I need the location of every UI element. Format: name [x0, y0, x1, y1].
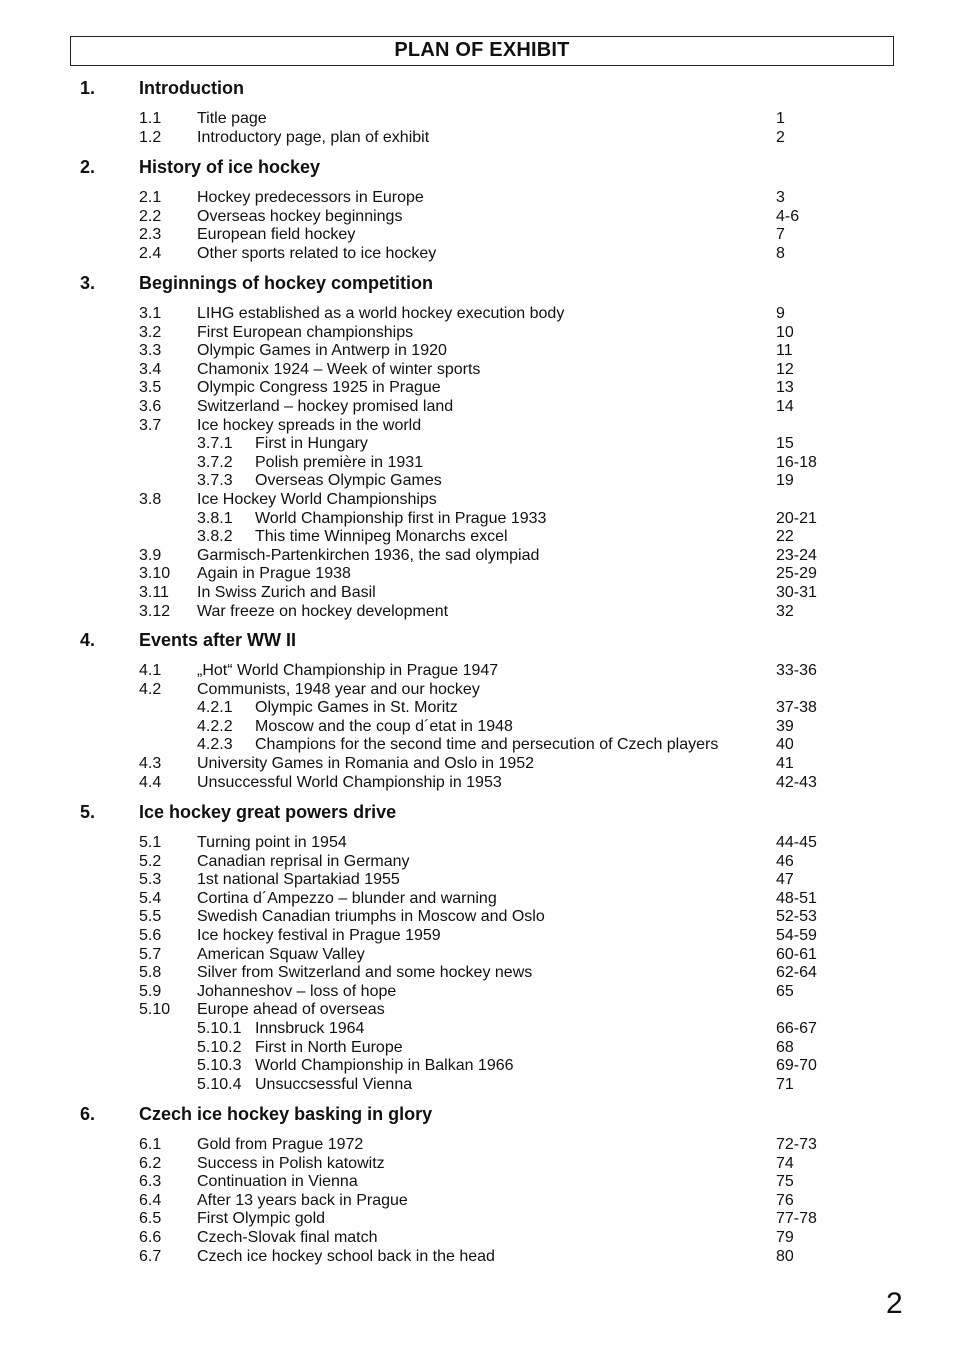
- entry-page: 62-64: [776, 964, 817, 981]
- entry-page: 14: [776, 398, 794, 415]
- entry-page: 72-73: [776, 1136, 817, 1153]
- entry-title: First in North Europe: [255, 1039, 403, 1056]
- entry-title: LIHG established as a world hockey execution body: [197, 305, 565, 322]
- entry-page: 20-21: [776, 510, 817, 527]
- entry-page: 80: [776, 1248, 794, 1265]
- toc-entry: [0, 342, 960, 361]
- section-number: 4.: [80, 630, 96, 650]
- entry-page: 66-67: [776, 1020, 817, 1037]
- toc-entry: [0, 853, 960, 872]
- entry-title: Overseas hockey beginnings: [197, 208, 403, 225]
- entry-number: 6.6: [139, 1229, 162, 1246]
- toc-entry: [0, 398, 960, 417]
- entry-page: 60-61: [776, 946, 817, 963]
- entry-page: 7: [776, 226, 785, 243]
- entry-title: Johanneshov – loss of hope: [197, 983, 397, 1000]
- entry-page: 1: [776, 110, 785, 127]
- toc-entry: [0, 736, 960, 755]
- entry-page: 10: [776, 324, 794, 341]
- entry-title: Chamonix 1924 – Week of winter sports: [197, 361, 481, 378]
- entry-title: Europe ahead of overseas: [197, 1001, 385, 1018]
- toc-entry: [0, 547, 960, 566]
- toc-entry: [0, 1229, 960, 1248]
- entry-title: After 13 years back in Prague: [197, 1192, 408, 1209]
- entry-title: First Olympic gold: [197, 1210, 326, 1227]
- entry-number: 3.8: [139, 491, 162, 508]
- entry-page: 68: [776, 1039, 794, 1056]
- entry-number: 4.2.2: [197, 718, 233, 735]
- entry-title: Olympic Games in St. Moritz: [255, 699, 458, 716]
- entry-number: 5.10.2: [197, 1039, 242, 1056]
- entry-title: In Swiss Zurich and Basil: [197, 584, 376, 601]
- entry-page: 23-24: [776, 547, 817, 564]
- toc-entry: [0, 305, 960, 324]
- entry-number: 2.3: [139, 226, 162, 243]
- toc-entry: [0, 718, 960, 737]
- entry-page: 39: [776, 718, 794, 735]
- entry-title: Other sports related to ice hockey: [197, 245, 437, 262]
- section-number: 5.: [80, 802, 96, 822]
- entry-title: Communists, 1948 year and our hockey: [197, 681, 480, 698]
- toc-entry: [0, 226, 960, 245]
- toc-entry: [0, 1248, 960, 1267]
- entry-number: 2.1: [139, 189, 162, 206]
- entry-number: 3.12: [139, 603, 171, 620]
- entry-title: Unsuccessful World Championship in 1953: [197, 774, 502, 791]
- entry-page: 71: [776, 1076, 794, 1093]
- entry-title: War freeze on hockey development: [197, 603, 449, 620]
- toc-entry: [0, 603, 960, 622]
- entry-number: 4.2: [139, 681, 162, 698]
- entry-title: Czech-Slovak final match: [197, 1229, 378, 1246]
- entry-number: 6.5: [139, 1210, 162, 1227]
- entry-page: 42-43: [776, 774, 817, 791]
- toc-entry: [0, 110, 960, 129]
- entry-number: 4.2.3: [197, 736, 233, 753]
- entry-number: 5.5: [139, 908, 162, 925]
- toc-entry: [0, 983, 960, 1002]
- section-title: Events after WW II: [139, 630, 297, 650]
- toc-entry: [0, 890, 960, 909]
- entry-title: Overseas Olympic Games: [255, 472, 442, 489]
- entry-title: Champions for the second time and persecution of Czech players: [255, 736, 719, 753]
- toc-entry: [0, 528, 960, 547]
- entry-title: Ice Hockey World Championships: [197, 491, 437, 508]
- section-number: 2.: [80, 157, 96, 177]
- entry-title: Introductory page, plan of exhibit: [197, 129, 430, 146]
- entry-number: 3.7.1: [197, 435, 233, 452]
- toc-entry: [0, 834, 960, 853]
- toc-entry: [0, 245, 960, 264]
- toc-entry: [0, 946, 960, 965]
- entry-title: Cortina d´Ampezzo – blunder and warning: [197, 890, 497, 907]
- entry-number: 6.7: [139, 1248, 162, 1265]
- entry-number: 1.2: [139, 129, 162, 146]
- section-number: 6.: [80, 1104, 96, 1124]
- entry-title: Czech ice hockey school back in the head: [197, 1248, 495, 1265]
- entry-title: „Hot“ World Championship in Prague 1947: [197, 662, 499, 679]
- toc-entry: [0, 435, 960, 454]
- section-title: Ice hockey great powers drive: [139, 802, 397, 822]
- entry-page: 3: [776, 189, 785, 206]
- entry-number: 3.11: [139, 584, 169, 601]
- entry-page: 52-53: [776, 908, 817, 925]
- entry-title: Hockey predecessors in Europe: [197, 189, 424, 206]
- entry-title: University Games in Romania and Oslo in 1952: [197, 755, 535, 772]
- entry-title: 1st national Spartakiad 1955: [197, 871, 400, 888]
- entry-page: 54-59: [776, 927, 817, 944]
- entry-number: 4.2.1: [197, 699, 233, 716]
- entry-title: Continuation in Vienna: [197, 1173, 358, 1190]
- entry-number: 5.10.4: [197, 1076, 242, 1093]
- entry-number: 3.10: [139, 565, 171, 582]
- entry-title: Olympic Congress 1925 in Prague: [197, 379, 441, 396]
- entry-title: Switzerland – hockey promised land: [197, 398, 454, 415]
- entry-number: 3.4: [139, 361, 162, 378]
- entry-page: 37-38: [776, 699, 817, 716]
- entry-number: 5.2: [139, 853, 162, 870]
- entry-title: Title page: [197, 110, 267, 127]
- entry-number: 3.8.2: [197, 528, 233, 545]
- entry-page: 65: [776, 983, 794, 1000]
- toc-entry: [0, 417, 960, 436]
- entry-title: World Championship first in Prague 1933: [255, 510, 547, 527]
- entry-page: 4-6: [776, 208, 800, 225]
- entry-page: 47: [776, 871, 794, 888]
- toc-entry: [0, 699, 960, 718]
- section-number: 1.: [80, 78, 96, 98]
- entry-page: 44-45: [776, 834, 817, 851]
- entry-page: 33-36: [776, 662, 817, 679]
- entry-page: 69-70: [776, 1057, 817, 1074]
- entry-page: 25-29: [776, 565, 817, 582]
- entry-number: 3.7.3: [197, 472, 233, 489]
- entry-page: 30-31: [776, 584, 817, 601]
- toc-entry: [0, 1039, 960, 1058]
- title-box: [70, 36, 894, 66]
- entry-number: 6.4: [139, 1192, 162, 1209]
- toc-entry: [0, 774, 960, 793]
- entry-page: 15: [776, 435, 794, 452]
- toc-entry: [0, 324, 960, 343]
- entry-title: Turning point in 1954: [197, 834, 347, 851]
- entry-title: This time Winnipeg Monarchs excel: [255, 528, 508, 545]
- entry-title: Swedish Canadian triumphs in Moscow and Oslo: [197, 908, 545, 925]
- entry-page: 77-78: [776, 1210, 817, 1227]
- section-title: Czech ice hockey basking in glory: [139, 1104, 433, 1124]
- toc-entry: [0, 1076, 960, 1095]
- toc-entry: [0, 208, 960, 227]
- entry-number: 4.4: [139, 774, 162, 791]
- toc-entry: [0, 964, 960, 983]
- entry-title: Unsuccsessful Vienna: [255, 1076, 413, 1093]
- entry-title: Innsbruck 1964: [255, 1020, 365, 1037]
- entry-title: First European championships: [197, 324, 414, 341]
- entry-number: 5.1: [139, 834, 162, 851]
- entry-page: 8: [776, 245, 785, 262]
- toc-entry: [0, 1020, 960, 1039]
- toc-entry: [0, 129, 960, 148]
- entry-title: World Championship in Balkan 1966: [255, 1057, 514, 1074]
- entry-number: 5.6: [139, 927, 162, 944]
- entry-number: 4.3: [139, 755, 162, 772]
- entry-number: 5.7: [139, 946, 162, 963]
- toc-entry: [0, 1210, 960, 1229]
- entry-number: 3.1: [139, 305, 162, 322]
- section-title: Beginnings of hockey competition: [139, 273, 434, 293]
- entry-title: Gold from Prague 1972: [197, 1136, 364, 1153]
- toc-entry: [0, 1001, 960, 1020]
- entry-title: Silver from Switzerland and some hockey news: [197, 964, 533, 981]
- entry-title: Canadian reprisal in Germany: [197, 853, 410, 870]
- entry-number: 3.9: [139, 547, 162, 564]
- entry-number: 3.2: [139, 324, 162, 341]
- entry-title: Success in Polish katowitz: [197, 1155, 385, 1172]
- toc-entry: [0, 379, 960, 398]
- toc-entry: [0, 662, 960, 681]
- toc-entry: [0, 1192, 960, 1211]
- entry-page: 75: [776, 1173, 794, 1190]
- entry-number: 6.2: [139, 1155, 162, 1172]
- page-number: 2: [886, 1287, 903, 1320]
- toc-entry: [0, 1155, 960, 1174]
- entry-number: 4.1: [139, 662, 162, 679]
- entry-number: 5.10.1: [197, 1020, 242, 1037]
- entry-title: Olympic Games in Antwerp in 1920: [197, 342, 447, 359]
- entry-title: First in Hungary: [255, 435, 368, 452]
- entry-page: 19: [776, 472, 794, 489]
- section-number: 3.: [80, 273, 96, 293]
- entry-number: 5.3: [139, 871, 162, 888]
- entry-title: Again in Prague 1938: [197, 565, 351, 582]
- entry-number: 3.8.1: [197, 510, 233, 527]
- entry-title: European field hockey: [197, 226, 356, 243]
- entry-title: Moscow and the coup d´etat in 1948: [255, 718, 513, 735]
- entry-number: 6.1: [139, 1136, 162, 1153]
- entry-page: 2: [776, 129, 785, 146]
- entry-page: 79: [776, 1229, 794, 1246]
- toc-entry: [0, 189, 960, 208]
- toc-entry: [0, 871, 960, 890]
- toc-entry: [0, 472, 960, 491]
- entry-title: Ice hockey spreads in the world: [197, 417, 422, 434]
- entry-page: 76: [776, 1192, 794, 1209]
- entry-page: 46: [776, 853, 794, 870]
- entry-number: 3.6: [139, 398, 162, 415]
- toc-entry: [0, 584, 960, 603]
- entry-number: 5.10: [139, 1001, 171, 1018]
- entry-page: 11: [776, 342, 793, 359]
- entry-page: 12: [776, 361, 794, 378]
- entry-page: 74: [776, 1155, 794, 1172]
- toc-entry: [0, 565, 960, 584]
- toc-entry: [0, 1136, 960, 1155]
- toc-entry: [0, 454, 960, 473]
- entry-page: 9: [776, 305, 785, 322]
- entry-number: 5.9: [139, 983, 162, 1000]
- entry-page: 32: [776, 603, 794, 620]
- entry-page: 22: [776, 528, 794, 545]
- entry-number: 3.7: [139, 417, 162, 434]
- toc-entry: [0, 927, 960, 946]
- entry-number: 2.4: [139, 245, 162, 262]
- toc-entry: [0, 491, 960, 510]
- entry-page: 13: [776, 379, 794, 396]
- toc-entry: [0, 361, 960, 380]
- entry-page: 41: [776, 755, 794, 772]
- entry-number: 5.10.3: [197, 1057, 242, 1074]
- entry-page: 16-18: [776, 454, 817, 471]
- entry-number: 6.3: [139, 1173, 162, 1190]
- entry-number: 3.3: [139, 342, 162, 359]
- entry-number: 3.5: [139, 379, 162, 396]
- entry-number: 2.2: [139, 208, 162, 225]
- toc-entry: [0, 908, 960, 927]
- page-title: PLAN OF EXHIBIT: [394, 39, 570, 61]
- toc-entry: [0, 681, 960, 700]
- entry-page: 48-51: [776, 890, 817, 907]
- entry-title: Ice hockey festival in Prague 1959: [197, 927, 441, 944]
- entry-number: 5.4: [139, 890, 162, 907]
- entry-title: Polish premiѐre in 1931: [255, 454, 424, 471]
- entry-number: 5.8: [139, 964, 162, 981]
- toc-entry: [0, 1057, 960, 1076]
- entry-number: 1.1: [139, 110, 162, 127]
- entry-title: American Squaw Valley: [197, 946, 365, 963]
- toc-entry: [0, 755, 960, 774]
- toc-entry: [0, 510, 960, 529]
- section-title: Introduction: [139, 78, 244, 98]
- entry-number: 3.7.2: [197, 454, 233, 471]
- section-title: History of ice hockey: [139, 157, 321, 177]
- toc-entry: [0, 1173, 960, 1192]
- entry-page: 40: [776, 736, 794, 753]
- entry-title: Garmisch-Partenkirchen 1936, the sad olympiad: [197, 547, 540, 564]
